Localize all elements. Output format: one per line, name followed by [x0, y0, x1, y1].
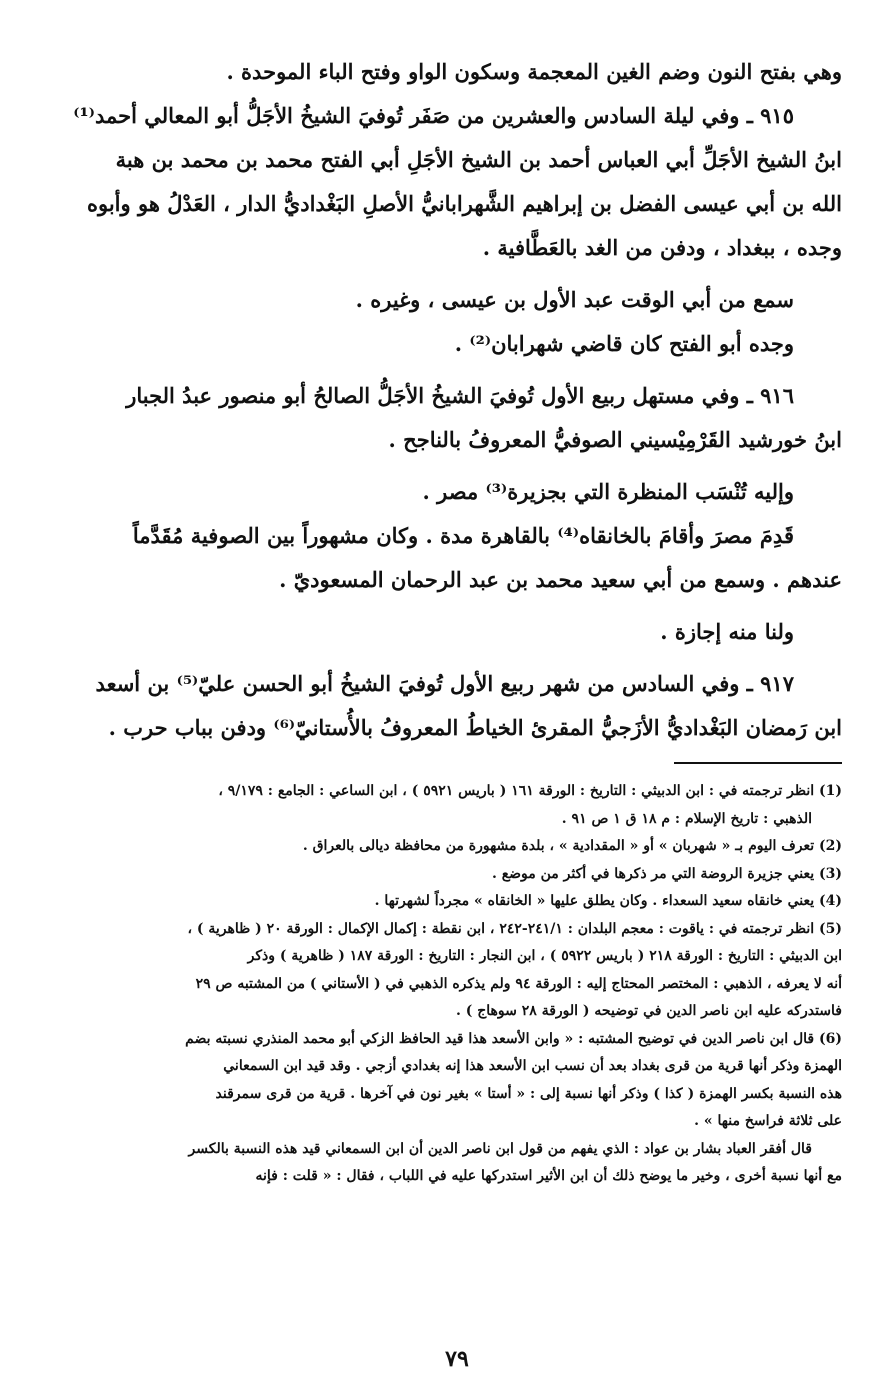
text-line: ولنا منه إجازة .	[660, 619, 794, 644]
footnote-1: (1) انظر ترجمته في : ابن الدبيثي : التاريخ : الورقة ١٦١ ( باريس ٥٩٢١ ) ، ابن الساعي : الجامع : ٩/١٧٩ ،	[218, 783, 842, 799]
footnote-line: ابن الدبيثي : التاريخ : الورقة ٢١٨ ( باريس ٥٩٢٢ ) ، ابن النجار : التاريخ : الورقة ١٨٧ ( ظاهرية ) وذكر	[247, 948, 842, 964]
text-line: ابنُ الشيخ الأجَلِّ أبي العباس أحمد بن الشيخ الأجَلِ أبي الفتح محمد بن محمد بن هبة	[115, 147, 842, 172]
footnote-line: على ثلاثة فراسخ منها » .	[694, 1113, 842, 1129]
footnotes	[72, 778, 842, 1191]
entry-916-heading: ٩١٦ ـ وفي مستهل ربيع الأول تُوفيَ الشيخُ الأجَلُّ الصالحُ أبو منصور عبدُ الجبار	[126, 383, 794, 408]
page-number: ٧٩	[445, 1346, 469, 1372]
text-line: وإليه تُنْسَب المنظرة التي بجزيرة⁽³⁾ مصر .	[422, 479, 794, 504]
main-text	[72, 50, 842, 750]
text-line: ابنُ خورشيد القَرْمِيْسيني الصوفيُّ المعروفُ بالناجح .	[388, 427, 842, 452]
text-line: وجده أبو الفتح كان قاضي شهرابان⁽²⁾ .	[454, 331, 794, 356]
footnote-line: أنه لا يعرفه ، الذهبي : المختصر المحتاج إليه : الورقة ٩٤ ولم يذكره الذهبي في ( الأستاني ) من المشتبه ص ٢٩	[195, 975, 842, 992]
text-line: قَدِمَ مصرَ وأقامَ بالخانقاه⁽⁴⁾ بالقاهرة مدة . وكان مشهوراً بين الصوفية مُقَدَّماً	[132, 523, 794, 548]
text-line: الله بن أبي عيسى الفضل بن إبراهيم الشَّهرابانيُّ الأصلِ البَغْداديُّ الدار ، العَدْلُ هو وأبوه	[86, 191, 842, 216]
footnote-2: (2) تعرف اليوم بـ « شهربان » أو « المقدادية » ، بلدة مشهورة من محافظة ديالى بالعراق .	[302, 838, 842, 854]
text-line: ابن رَمضان البَغْداديُّ الأزَجيُّ المقرئ الخياطُ المعروفُ بالأُستانيّ⁽⁶⁾ ودفن بباب حرب .	[108, 715, 842, 740]
footnote-line: الذهبي : تاريخ الإسلام : م ١٨ ق ١ ص ٩١ .	[561, 810, 812, 827]
footnote-5: (5) انظر ترجمته في : ياقوت : معجم البلدان : ٢٤١/١-٢٤٢ ، ابن نقطة : إكمال الإكمال : الورقة ٢٠ ( ظاهرية ) ،	[187, 920, 842, 937]
footnote-separator	[674, 762, 842, 764]
footnote-line: الهمزة وذكر أنها قرية من قرى بغداد بعد أن نسب ابن الأسعد هذا إنه بغدادي أزجي . وقد قيد ابن السمعاني	[223, 1058, 842, 1074]
footnote-line: قال أفقر العباد بشار بن عواد : الذي يفهم من قول ابن ناصر الدين أن ابن السمعاني قيد هذه النسبة بالكسر	[188, 1140, 812, 1157]
book-page	[72, 50, 842, 1372]
entry-915-heading: ٩١٥ ـ وفي ليلة السادس والعشرين من صَفَر تُوفيَ الشيخُ الأجَلُّ أبو المعالي أحمد⁽¹⁾	[73, 103, 794, 128]
text-line: سمع من أبي الوقت عبد الأول بن عيسى ، وغيره .	[355, 287, 794, 312]
footnote-line: هذه النسبة بكسر الهمزة ( كذا ) وذكر أنها نسبة إلى : « أستا » بغير نون في آخرها . قرية من قرى سمرقند	[215, 1085, 842, 1102]
footnote-4: (4) يعني خانقاه سعيد السعداء . وكان يطلق عليها « الخانقاه » مجرداً لشهرتها .	[374, 893, 842, 909]
footnote-3: (3) يعني جزيرة الروضة التي مر ذكرها في أكثر من موضع .	[491, 865, 842, 882]
text-line: عندهم . وسمع من أبي سعيد محمد بن عبد الرحمان المسعوديّ .	[279, 567, 842, 592]
text-line: وجده ، ببغداد ، ودفن من الغد بالعَطَّافية .	[482, 235, 842, 260]
footnote-line: مع أنها نسبة أخرى ، وخير ما يوضح ذلك أن ابن الأثير استدركها عليه في اللباب ، فقال : « قلت : فإنه	[255, 1168, 842, 1184]
entry-917-heading: ٩١٧ ـ وفي السادس من شهر ربيع الأول تُوفيَ الشيخُ أبو الحسن عليّ⁽⁵⁾ بن أسعد	[95, 671, 794, 696]
footnote-line: فاستدركه عليه ابن ناصر الدين في توضيحه ( الورقة ٢٨ سوهاج ) .	[456, 1003, 842, 1019]
footnote-6: (6) قال ابن ناصر الدين في توضيح المشتبه : « وابن الأسعد هذا قيد الحافظ الزكي أبو محمد المنذري نسبته بضم	[185, 1030, 842, 1047]
text-line: وهي بفتح النون وضم الغين المعجمة وسكون الواو وفتح الباء الموحدة .	[226, 59, 842, 84]
